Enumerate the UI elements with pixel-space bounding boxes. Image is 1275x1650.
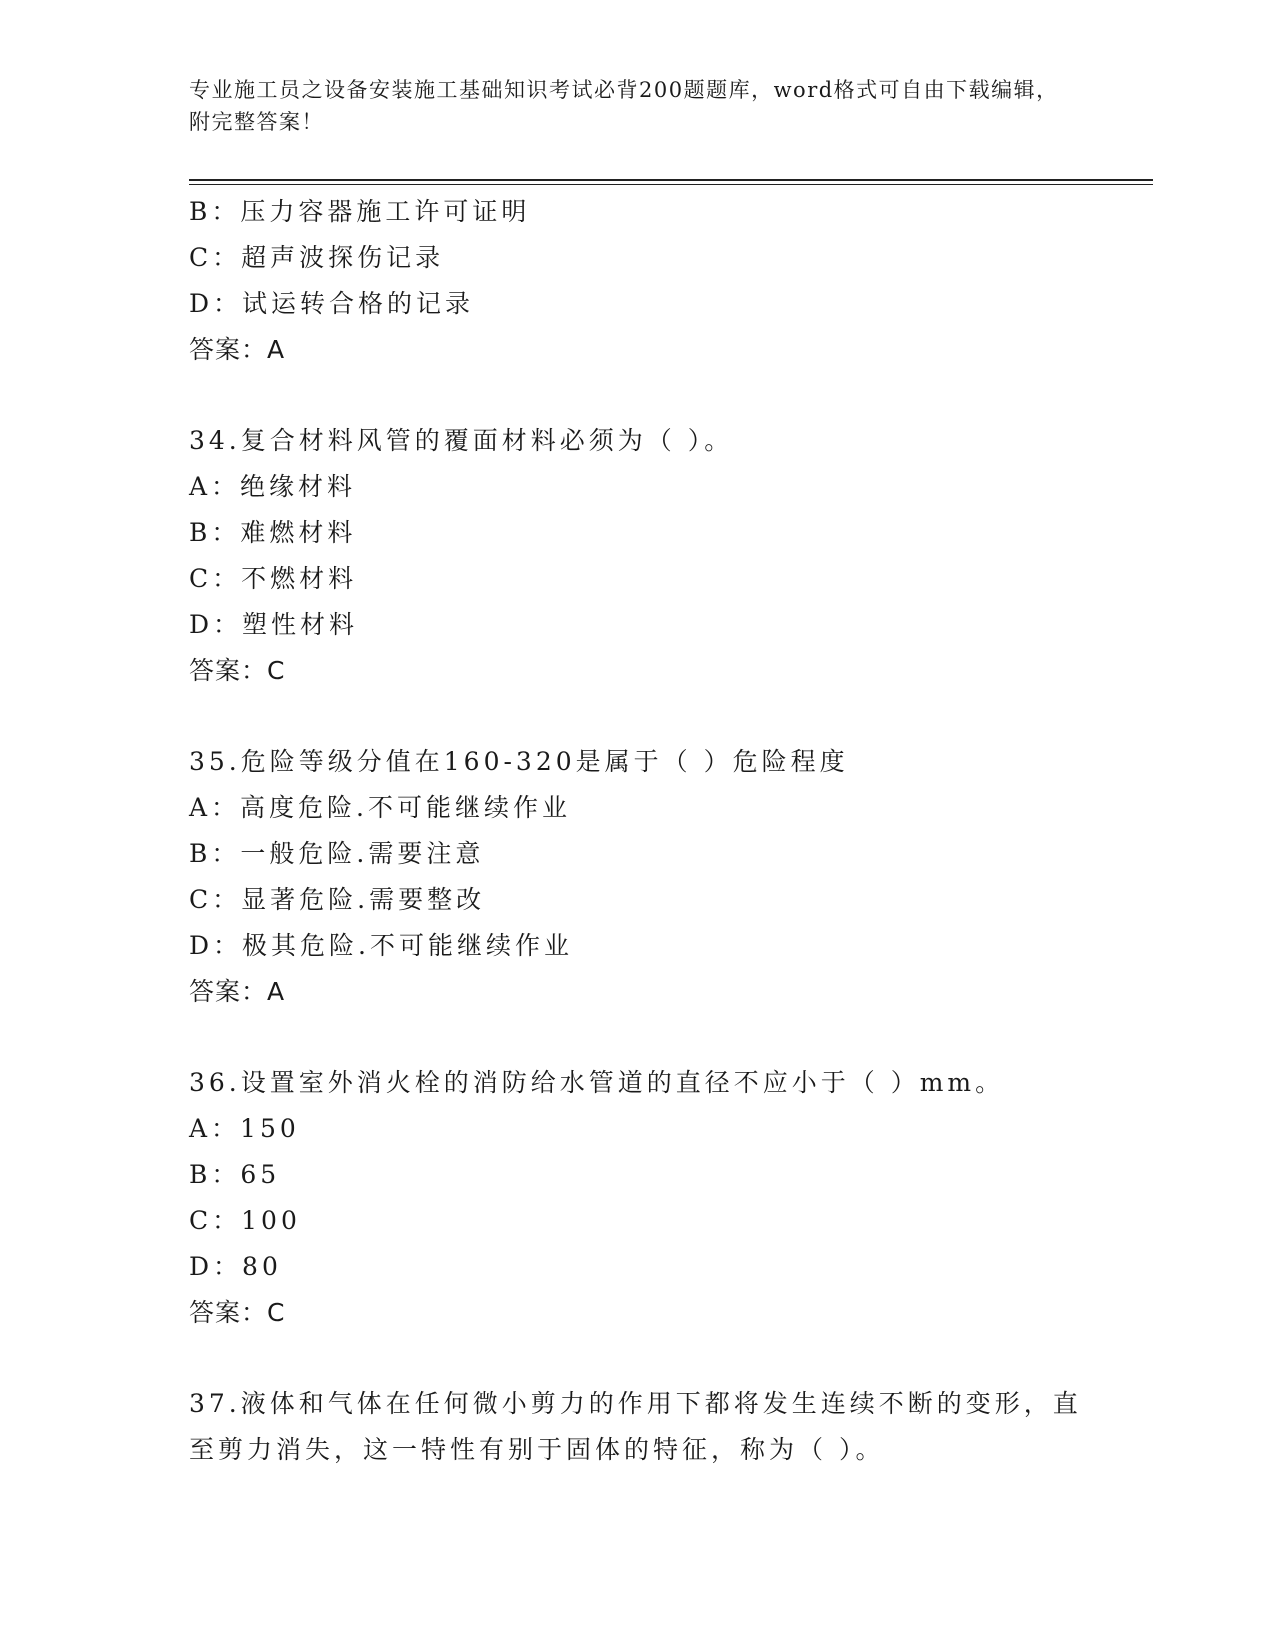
option-a: A：高度危险.不可能继续作业: [189, 793, 572, 822]
option-c: C：不燃材料: [189, 564, 358, 593]
option-c: C：100: [189, 1206, 301, 1235]
header-divider-thin: [189, 184, 1153, 185]
spacer: [189, 373, 1089, 418]
option-b: B：压力容器施工许可证明: [189, 197, 531, 226]
question-list: [189, 189, 1089, 1473]
option-d: D：塑性材料: [189, 610, 359, 639]
question-text: 36.设置室外消火栓的消防给水管道的直径不应小于（ ）mm。: [189, 1068, 1005, 1097]
option-c: C：显著危险.需要整改: [189, 885, 486, 914]
question-text: 34.复合材料风管的覆面材料必须为（ ）。: [189, 426, 734, 455]
question-block-37: [189, 1381, 1089, 1473]
spacer: [189, 1336, 1089, 1381]
option-b: B：65: [189, 1160, 281, 1189]
question-block-36: [189, 1060, 1089, 1336]
answer-label: 答案：C: [189, 1298, 286, 1327]
option-d: D：极其危险.不可能继续作业: [189, 931, 573, 960]
option-d: D：试运转合格的记录: [189, 289, 475, 318]
question-text: 35.危险等级分值在160-320是属于（ ）危险程度: [189, 747, 849, 776]
question-block-35: [189, 739, 1089, 1015]
question-block-34: [189, 418, 1089, 694]
option-b: B：难燃材料: [189, 518, 357, 547]
question-block-33: [189, 189, 1089, 373]
spacer: [189, 694, 1089, 739]
option-b: B：一般危险.需要注意: [189, 839, 485, 868]
answer-label: 答案：A: [189, 977, 286, 1006]
option-d: D：80: [189, 1252, 282, 1281]
spacer: [189, 1015, 1089, 1060]
answer-label: 答案：C: [189, 656, 286, 685]
question-text-line-1: 37.液体和气体在任何微小剪力的作用下都将发生连续不断的变形，直: [189, 1389, 1082, 1418]
option-a: A：绝缘材料: [189, 472, 357, 501]
option-a: A：150: [189, 1114, 300, 1143]
question-text-line-2: 至剪力消失，这一特性有别于固体的特征，称为（ ）。: [189, 1435, 885, 1464]
option-c: C：超声波探伤记录: [189, 243, 445, 272]
header-divider-thick: [189, 179, 1153, 181]
document-header: 专业施工员之设备安装施工基础知识考试必背200题题库，word格式可自由下载编辑，附完整答案！: [189, 78, 1059, 134]
answer-label: 答案：A: [189, 335, 286, 364]
